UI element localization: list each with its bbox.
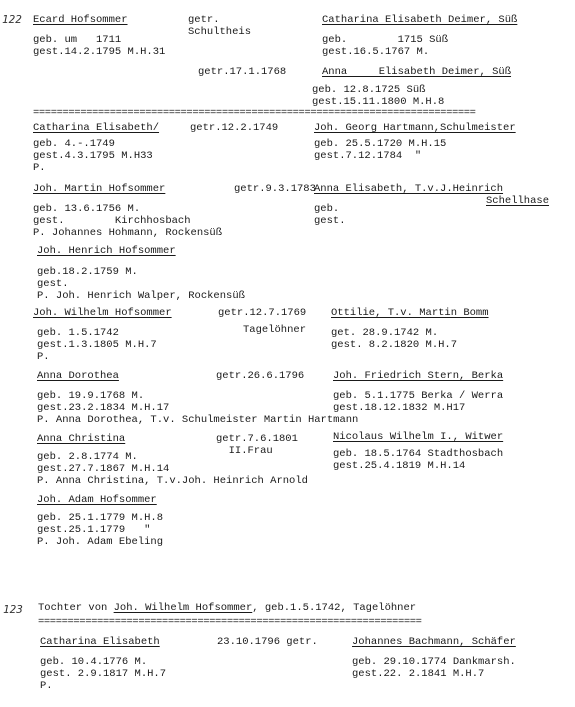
- header-suffix: , geb.1.5.1742, Tagelöhner: [252, 602, 417, 614]
- spouse-details: get. 28.9.1742 M. gest. 8.2.1820 M.H.7: [331, 327, 458, 351]
- child-name: Joh. Adam Hofsommer: [37, 494, 157, 506]
- child-name: Catharina Elisabeth: [40, 636, 160, 648]
- child-occupation: Tagelöhner: [243, 324, 307, 336]
- spouse-name-continued: Schellhase: [486, 195, 550, 207]
- child-details: geb. 13.6.1756 M. gest. Kirchhosbach P. Johannes Hohmann, Rockensüß: [33, 203, 223, 239]
- child-marriage-date: getr.7.6.1801 II.Frau: [216, 433, 298, 457]
- header-prefix: Tochter von: [38, 602, 114, 614]
- child-marriage-date: 23.10.1796 getr.: [217, 636, 318, 648]
- wife1-name: Catharina Elisabeth Deimer, Süß: [322, 14, 518, 26]
- spouse-name: Ottilie, T.v. Martin Bomm: [331, 307, 489, 319]
- spouse-details: geb. gest.: [314, 203, 346, 227]
- husband-occupation: getr. Schultheis: [188, 14, 252, 38]
- child-details: geb.18.2.1759 M. gest. P. Joh. Henrich Walper, Rockensüß: [37, 266, 245, 302]
- child-name: Anna Dorothea: [37, 370, 119, 382]
- entry-number: 123: [3, 603, 23, 616]
- spouse-name: Joh. Georg Hartmann,Schulmeister: [314, 122, 516, 134]
- child-details: geb. 25.1.1779 M.H.8 gest.25.1.1779 " P. Joh. Adam Ebeling: [37, 512, 164, 548]
- spouse-details: geb. 25.5.1720 M.H.15 gest.7.12.1784 ": [314, 138, 447, 162]
- child-details: geb. 19.9.1768 M. gest.23.2.1834 M.H.17 P. Anna Dorothea, T.v. Schulmeister Martin Hartmann: [37, 390, 359, 426]
- spouse-name: Anna Elisabeth, T.v.J.Heinrich: [314, 183, 504, 195]
- child-marriage-date: getr.12.7.1769: [218, 307, 307, 319]
- spouse-name: Joh. Friedrich Stern, Berka: [333, 370, 504, 382]
- child-name: Joh. Wilhelm Hofsommer: [33, 307, 172, 319]
- child-marriage-date: getr.26.6.1796: [216, 370, 305, 382]
- wife1-details: geb. 1715 Süß gest.16.5.1767 M.: [322, 34, 449, 58]
- child-name: Joh. Henrich Hofsommer: [37, 245, 176, 257]
- header-parent-name: Joh. Wilhelm Hofsommer: [113, 602, 253, 614]
- spouse-details: geb. 5.1.1775 Berka / Werra gest.18.12.1832 M.H17: [333, 390, 504, 414]
- wife2-name: Anna Elisabeth Deimer, Süß: [322, 66, 512, 78]
- child-details: geb. 2.8.1774 M. gest.27.7.1867 M.H.14 P. Anna Christina, T.v.Joh. Heinrich Arnold: [37, 451, 308, 487]
- child-details: geb. 10.4.1776 M. gest. 2.9.1817 M.H.7 P.: [40, 656, 167, 692]
- spouse-name: Nicolaus Wilhelm I., Witwer: [333, 431, 504, 443]
- child-marriage-date: getr.12.2.1749: [190, 122, 279, 134]
- spouse-details: geb. 29.10.1774 Dankmarsh. gest.22. 2.1841 M.H.7: [352, 656, 516, 680]
- child-name: Catharina Elisabeth/: [33, 122, 160, 134]
- second-marriage-date: getr.17.1.1768: [198, 66, 287, 78]
- child-name: Joh. Martin Hofsommer: [33, 183, 166, 195]
- child-details: geb. 1.5.1742 gest.1.3.1805 M.H.7 P.: [37, 327, 157, 363]
- child-details: geb. 4.-.1749 gest.4.3.1795 M.H33 P.: [33, 138, 153, 174]
- double-rule: ===========================================================================: [33, 107, 476, 119]
- double-rule: =================================================================: [38, 616, 422, 628]
- child-name: Anna Christina: [37, 433, 126, 445]
- spouse-details: geb. 18.5.1764 Stadthosbach gest.25.4.1819 M.H.14: [333, 448, 504, 472]
- wife2-details: geb. 12.8.1725 Süß gest.15.11.1800 M.H.8: [312, 84, 445, 108]
- husband-name: Ecard Hofsommer: [33, 14, 128, 26]
- spouse-name: Johannes Bachmann, Schäfer: [352, 636, 516, 648]
- entry-number: 122: [2, 13, 22, 26]
- husband-details: geb. um 1711 gest.14.2.1795 M.H.31: [33, 34, 166, 58]
- child-marriage-date: getr.9.3.1783: [234, 183, 316, 195]
- entry-header: [38, 602, 416, 614]
